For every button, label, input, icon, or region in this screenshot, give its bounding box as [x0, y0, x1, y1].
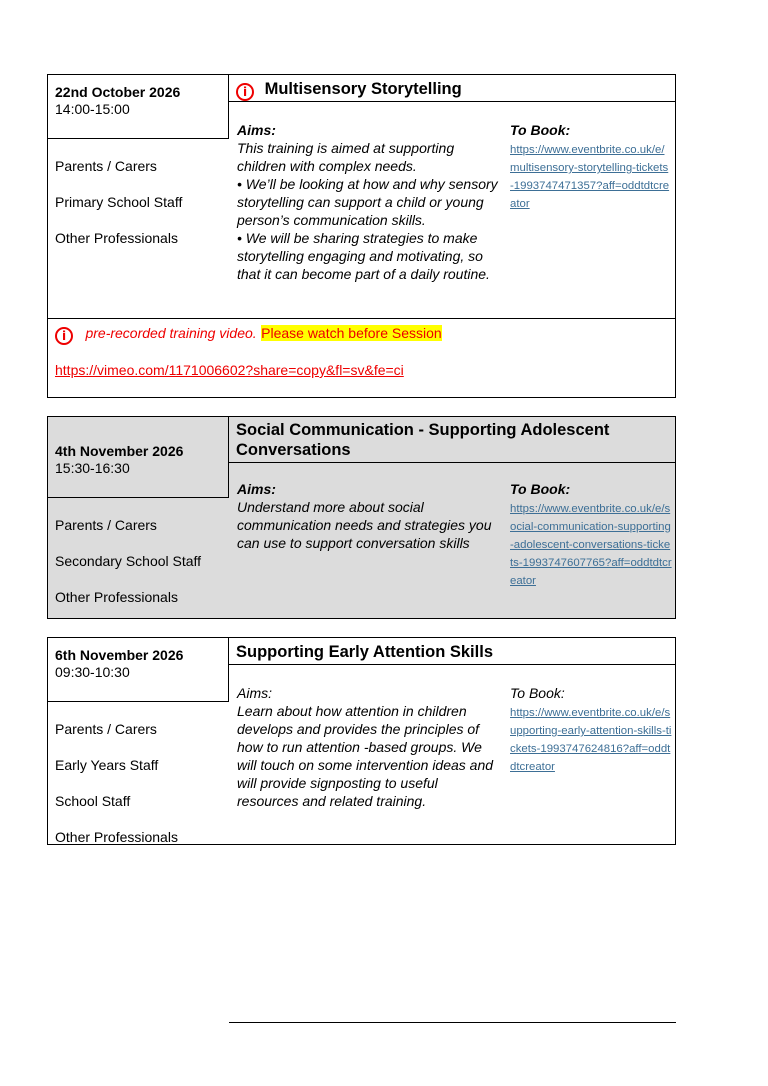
event-date-box [48, 417, 229, 498]
booking-heading: To Book: [510, 481, 571, 497]
audience-list [55, 720, 178, 864]
event-title-box [229, 75, 675, 102]
audience-item: Other Professionals [55, 829, 178, 845]
aims-heading: Aims: [237, 122, 276, 138]
booking-heading: To Book: [510, 122, 571, 138]
note-highlight: Please watch before Session [261, 325, 442, 341]
info-icon: i [55, 327, 73, 345]
aims-text: This training is aimed at supporting children with complex needs. [237, 140, 455, 174]
aims-heading: Aims: [237, 481, 276, 497]
note-text: pre-recorded training video. [85, 325, 257, 341]
booking-link[interactable]: https://www.eventbrite.co.uk/e/multisensory-storytelling-tickets-1993747471357?aff=oddtdtcreator [510, 144, 670, 210]
booking-link[interactable]: https://www.eventbrite.co.uk/e/social-communication-supporting-adolescent-conversations-tickets-1993747607765?aff=oddtdtcreator [510, 503, 672, 587]
aims-text: Understand more about social communication needs and strategies you can use to support conversation skills [237, 499, 492, 551]
aims-section [237, 480, 502, 552]
event-time: 14:00-15:00 [55, 101, 130, 117]
booking-section [510, 684, 672, 774]
event-card-social-communication [47, 416, 676, 619]
event-time: 09:30-10:30 [55, 664, 130, 680]
aims-heading: Aims: [237, 685, 272, 701]
audience-item: Other Professionals [55, 230, 178, 246]
aims-section [237, 121, 502, 283]
event-card-early-attention [47, 637, 676, 845]
event-title: Supporting Early Attention Skills [236, 643, 493, 661]
aims-text: Learn about how attention in children develops and provides the principles of how to run attention -based groups. We will touch on some intervention ideas and will provide signposting to useful resources and related training. [237, 703, 494, 809]
event-title: Social Communication - Supporting Adolescent Conversations [236, 421, 610, 459]
event-date: 4th November 2026 [55, 443, 184, 459]
aims-bullet: • We’ll be looking at how and why sensory storytelling can support a child or young person’s communication skills. [237, 176, 498, 228]
video-note [48, 318, 675, 398]
audience-item: Secondary School Staff [55, 553, 202, 569]
audience-item: Primary School Staff [55, 194, 183, 210]
audience-item: Parents / Carers [55, 721, 157, 737]
info-icon: i [236, 83, 254, 101]
aims-section [237, 684, 502, 810]
audience-item: Parents / Carers [55, 158, 157, 174]
event-title-box [229, 638, 675, 665]
audience-item: School Staff [55, 793, 131, 809]
audience-item: Early Years Staff [55, 757, 159, 773]
booking-section [510, 480, 672, 588]
event-date: 22nd October 2026 [55, 84, 181, 100]
booking-section [510, 121, 672, 211]
booking-link[interactable]: https://www.eventbrite.co.uk/e/supporting-early-attention-skills-tickets-1993747624816?aff=oddtdtcreator [510, 707, 672, 773]
event-date-box [48, 638, 229, 702]
event-title-box [229, 417, 675, 463]
footer-divider [229, 1022, 676, 1023]
event-time: 15:30-16:30 [55, 460, 130, 476]
video-link[interactable]: https://vimeo.com/1171006602?share=copy&fl=sv&fe=ci [55, 362, 404, 378]
audience-item: Parents / Carers [55, 517, 157, 533]
event-title: Multisensory Storytelling [264, 80, 462, 98]
event-card-multisensory [47, 74, 676, 398]
audience-list [55, 516, 201, 624]
event-date-box [48, 75, 229, 139]
audience-item: Other Professionals [55, 589, 178, 605]
audience-list [55, 157, 182, 265]
booking-heading: To Book: [510, 685, 565, 701]
aims-bullet: • We will be sharing strategies to make storytelling engaging and motivating, so that it can become part of a daily routine. [237, 230, 490, 282]
event-date: 6th November 2026 [55, 647, 184, 663]
